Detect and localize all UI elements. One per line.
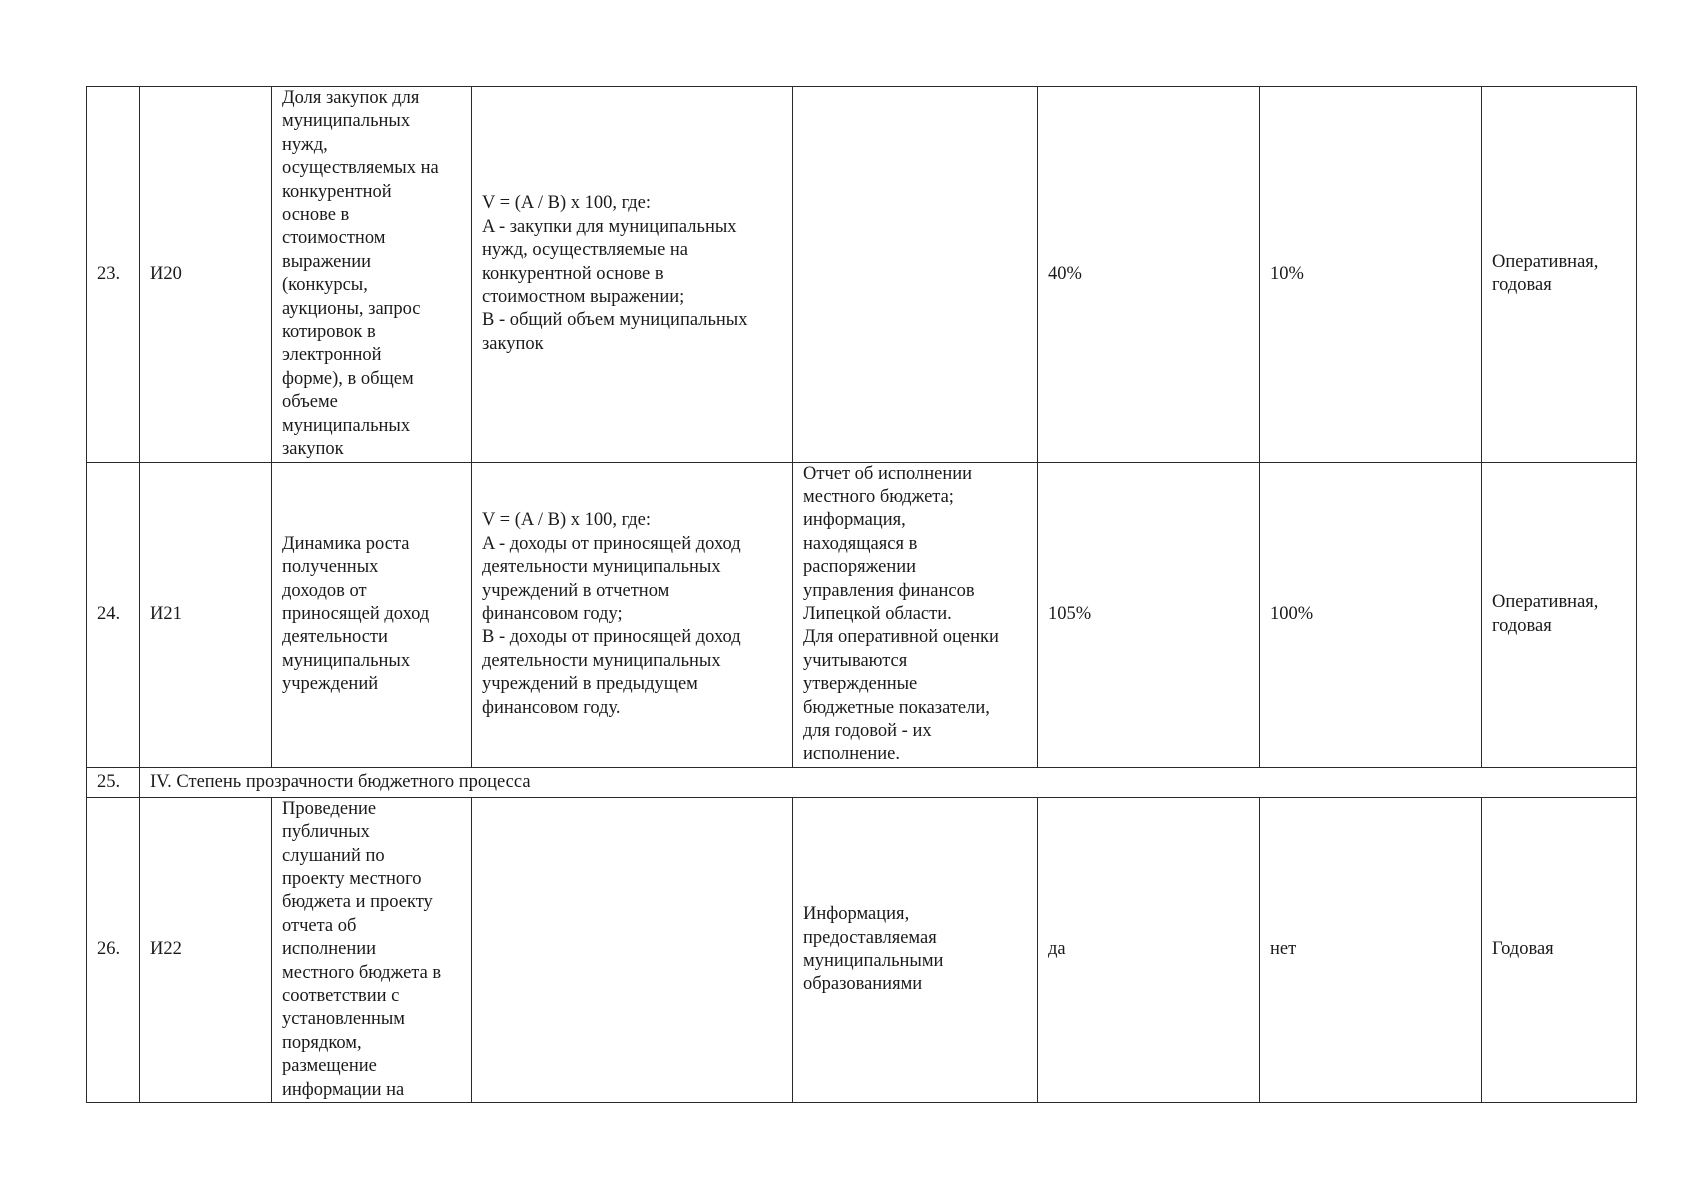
indicator-value-2: 100%	[1260, 462, 1482, 767]
row-number: 23.	[87, 87, 140, 463]
indicator-value-1: 40%	[1038, 87, 1260, 463]
section-title: IV. Степень прозрачности бюджетного процесса	[140, 767, 1637, 797]
table-row	[87, 462, 1637, 767]
row-number: 25.	[87, 767, 140, 797]
indicator-value-1: да	[1038, 797, 1260, 1102]
row-number: 24.	[87, 462, 140, 767]
indicator-source: Отчет об исполнении местного бюджета; информация, находящаяся в распоряжении управления финансов Липецкой области. Для оперативной оценки учитываются утвержденные бюджетные показатели, для годовой - их исполнение.	[793, 462, 1038, 767]
indicator-code: И20	[140, 87, 272, 463]
indicator-value-2: нет	[1260, 797, 1482, 1102]
indicator-periodicity: Оперативная, годовая	[1482, 462, 1637, 767]
indicator-value-2: 10%	[1260, 87, 1482, 463]
indicator-formula: V = (A / B) x 100, где: A - закупки для муниципальных нужд, осуществляемые на конкурентной основе в стоимостном выражении; B - общий объем муниципальных закупок	[472, 87, 793, 463]
row-number: 26.	[87, 797, 140, 1102]
table-row	[87, 87, 1637, 463]
indicator-code: И22	[140, 797, 272, 1102]
indicator-name: Доля закупок для муниципальных нужд, осуществляемых на конкурентной основе в стоимостном выражении (конкурсы, аукционы, запрос котировок в электронной форме), в общем объеме муниципальных закупок	[272, 87, 472, 463]
indicator-source: Информация, предоставляемая муниципальными образованиями	[793, 797, 1038, 1102]
table-row	[87, 797, 1637, 1102]
indicator-formula: V = (A / B) x 100, где: A - доходы от приносящей доход деятельности муниципальных учреждений в отчетном финансовом году; B - доходы от приносящей доход деятельности муниципальных учреждений в предыдущем финансовом году.	[472, 462, 793, 767]
section-header-row	[87, 767, 1637, 797]
indicator-value-1: 105%	[1038, 462, 1260, 767]
indicators-table	[86, 86, 1637, 1103]
indicator-name: Динамика роста полученных доходов от приносящей доход деятельности муниципальных учреждений	[272, 462, 472, 767]
indicator-code: И21	[140, 462, 272, 767]
indicator-periodicity: Оперативная, годовая	[1482, 87, 1637, 463]
indicator-source	[793, 87, 1038, 463]
indicator-name: Проведение публичных слушаний по проекту местного бюджета и проекту отчета об исполнении местного бюджета в соответствии с установленным порядком, размещение информации на	[272, 797, 472, 1102]
indicator-formula	[472, 797, 793, 1102]
indicator-periodicity: Годовая	[1482, 797, 1637, 1102]
